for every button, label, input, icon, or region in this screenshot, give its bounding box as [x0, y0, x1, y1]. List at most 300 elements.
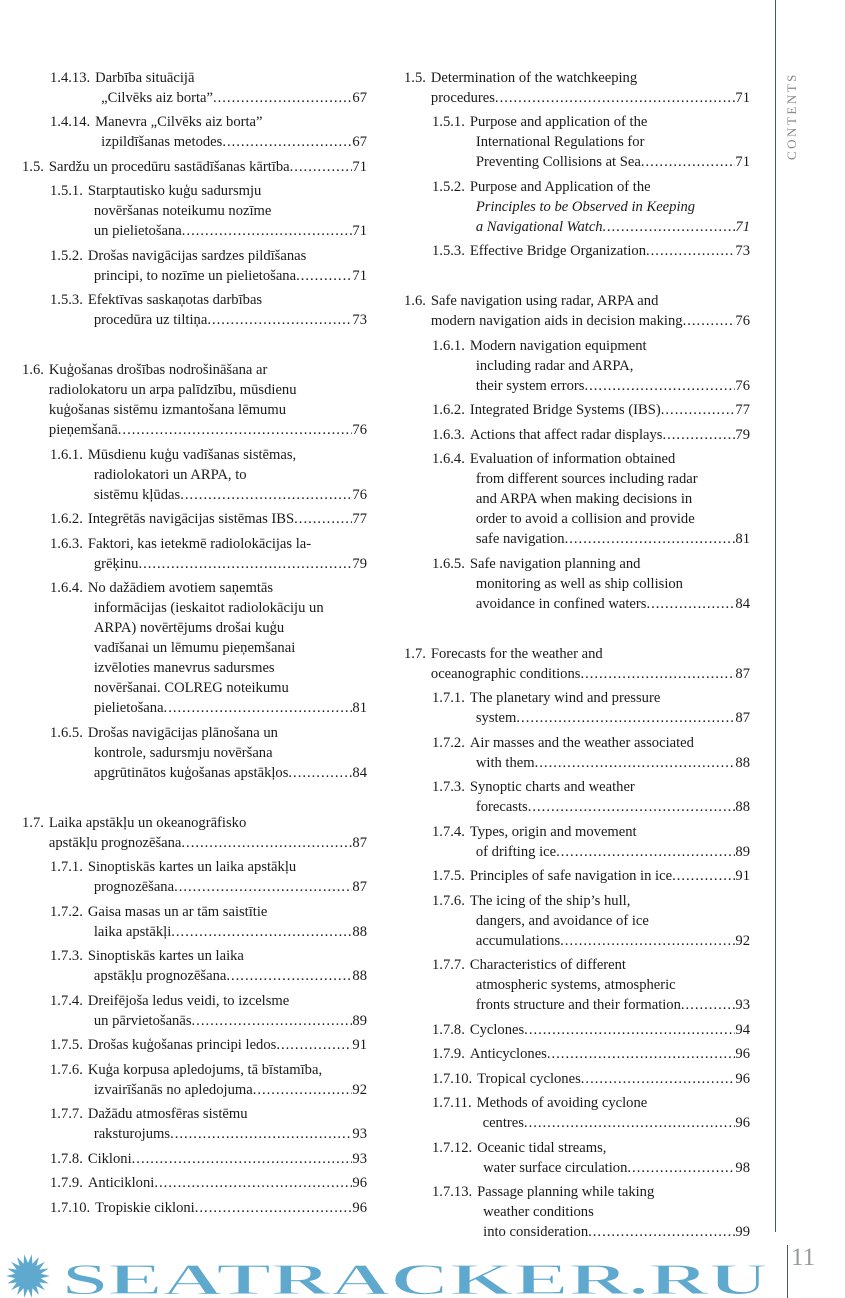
- entry-title-line: safe navigation: [475, 531, 565, 547]
- dot-leader: [528, 797, 736, 817]
- entry-title-line: Mūsdienu kuģu vadīšanas sistēmas,: [87, 446, 297, 463]
- dot-leader: [290, 157, 353, 177]
- entry-title-line: forecasts: [475, 799, 528, 815]
- entry-title-line: sistēmu kļūdas: [93, 486, 181, 503]
- entry-number: 1.7.2.: [50, 903, 83, 920]
- toc-section: [404, 644, 750, 1243]
- entry-title-line: pieņemšanā: [48, 422, 118, 438]
- toc-entry[interactable]: [404, 1138, 750, 1178]
- dot-leader: [171, 922, 352, 942]
- toc-entry[interactable]: [404, 336, 750, 396]
- page-ref: 91: [735, 868, 750, 884]
- toc-entry[interactable]: [404, 955, 750, 1015]
- toc-entry[interactable]: [22, 578, 367, 718]
- dot-leader: [207, 310, 352, 330]
- entry-title-line: accumulations: [475, 932, 561, 949]
- toc-entry[interactable]: [22, 1198, 367, 1218]
- page-ref: 71: [352, 223, 367, 239]
- entry-title-line: laika apstākļi: [93, 923, 172, 940]
- toc-entry[interactable]: [22, 813, 367, 853]
- dot-leader: [565, 529, 736, 549]
- toc-entry[interactable]: [404, 400, 750, 420]
- entry-title-line: The icing of the ship’s hull,: [469, 892, 631, 909]
- entry-number: 1.7.5.: [432, 868, 465, 884]
- entry-title-line: novēršanas noteikumu nozīme: [93, 203, 272, 219]
- entry-title-line: Characteristics of different: [469, 957, 626, 973]
- entry-title-line: vadīšanai un lēmumu pieņemšanai: [93, 640, 296, 656]
- entry-title-line: Effective Bridge Organization: [469, 243, 646, 259]
- entry-number: 1.6.5.: [50, 724, 83, 741]
- page-ref: 88: [352, 923, 367, 940]
- dot-leader: [294, 509, 352, 529]
- toc-entry[interactable]: [22, 181, 367, 241]
- toc-section: [22, 813, 367, 1218]
- entry-title-line: including radar and ARPA,: [475, 357, 634, 374]
- entry-title-line: procedures: [430, 89, 495, 106]
- entry-title-line: grēķinu: [93, 555, 139, 572]
- entry-title-line: pielietošana: [93, 700, 164, 716]
- dot-leader: [288, 763, 352, 783]
- toc-entry[interactable]: [22, 1104, 367, 1144]
- dot-leader: [524, 1020, 735, 1040]
- page-ref: 93: [735, 997, 750, 1013]
- page-ref: 71: [735, 218, 750, 235]
- entry-title-line: Methods of avoiding cyclone: [476, 1095, 648, 1111]
- dot-leader: [683, 311, 736, 331]
- margin-rule-bottom: [787, 1245, 788, 1298]
- dot-leader: [646, 241, 735, 261]
- entry-title-line: izvairīšanās no apledojuma: [93, 1081, 253, 1098]
- toc-entry[interactable]: [22, 1149, 367, 1169]
- entry-title-line: monitoring as well as ship collision: [475, 575, 683, 592]
- entry-number: 1.7.8.: [50, 1150, 83, 1167]
- entry-number: 1.5.: [404, 69, 426, 86]
- entry-title-line: Tropical cyclones: [477, 1070, 581, 1087]
- dot-leader: [170, 1124, 352, 1144]
- page-ref: 96: [735, 1046, 750, 1062]
- entry-title-line: ARPA) novērtējums drošai kuģu: [93, 620, 285, 636]
- toc-column-english: [404, 63, 750, 1242]
- page-ref: 91: [352, 1037, 367, 1053]
- entry-number: 1.5.2.: [432, 178, 465, 195]
- dot-leader: [495, 88, 735, 108]
- dot-leader: [547, 1044, 736, 1064]
- page-ref: 76: [352, 486, 367, 503]
- entry-number: 1.6.1.: [432, 337, 465, 354]
- entry-title-line: Tropiskie cikloni: [95, 1199, 195, 1216]
- toc-entry[interactable]: [404, 554, 750, 614]
- toc-entry[interactable]: [404, 1044, 750, 1064]
- entry-title-line: Actions that affect radar displays: [469, 426, 663, 443]
- page-ref: 76: [735, 377, 750, 394]
- dot-leader: [154, 1173, 352, 1193]
- toc-entry[interactable]: [404, 777, 750, 817]
- entry-title-line: Faktori, kas ietekmē radiolokācijas la-: [87, 535, 312, 552]
- entry-title-line: into consideration: [483, 1224, 589, 1240]
- page-ref: 71: [735, 89, 750, 106]
- toc-entry[interactable]: [404, 688, 750, 728]
- entry-title-line: Sinoptiskās kartes un laika: [87, 948, 244, 964]
- entry-number: 1.6.1.: [50, 446, 83, 463]
- entry-title-line: Oceanic tidal streams,: [477, 1139, 607, 1156]
- entry-number: 1.7.13.: [432, 1184, 473, 1200]
- entry-title-line: Gaisa masas un ar tām saistītie: [87, 903, 268, 920]
- toc-column-latvian: [22, 63, 367, 1218]
- dot-leader: [182, 221, 353, 241]
- entry-title-line: Manevra „Cilvēks aiz borta”: [95, 114, 263, 130]
- toc-entry[interactable]: [404, 291, 750, 331]
- dot-leader: [118, 420, 353, 440]
- toc-entry[interactable]: [404, 866, 750, 886]
- entry-number: 1.7.4.: [432, 823, 465, 840]
- dot-leader: [627, 1158, 735, 1178]
- dot-leader: [641, 152, 736, 172]
- entry-title-line: Anticyclones: [469, 1046, 547, 1062]
- watermark-text: SEATRACKER.RU: [62, 1255, 768, 1298]
- toc-entry[interactable]: [22, 509, 367, 529]
- entry-title-line: Drošas kuģošanas principi ledos: [87, 1037, 277, 1053]
- toc-entry[interactable]: [404, 1069, 750, 1089]
- toc-entry[interactable]: [22, 902, 367, 942]
- page-ref: 73: [735, 243, 750, 259]
- entry-number: 1.6.4.: [50, 580, 83, 596]
- page-ref: 94: [735, 1021, 750, 1038]
- entry-title-line: raksturojums: [93, 1126, 171, 1142]
- entry-title-line: system: [475, 710, 517, 726]
- entry-number: 1.6.3.: [432, 426, 465, 443]
- dot-leader: [138, 554, 352, 574]
- page-ref: 79: [735, 426, 750, 443]
- entry-title-line: fronts structure and their formation: [475, 997, 681, 1013]
- page-ref: 84: [735, 595, 750, 612]
- entry-title-line: Synoptic charts and weather: [469, 779, 635, 795]
- entry-title-line: prognozēšana: [93, 879, 175, 895]
- entry-title-line: Determination of the watchkeeping: [430, 69, 638, 86]
- entry-title-line: No dažādiem avotiem saņemtās: [87, 580, 274, 596]
- entry-title-line: izpildīšanas metodes: [101, 134, 223, 150]
- sunburst-logo-icon: [6, 1254, 50, 1297]
- page-ref: 92: [735, 932, 750, 949]
- dot-leader: [588, 1222, 735, 1242]
- entry-number: 1.7.3.: [432, 779, 465, 795]
- entry-title-line: International Regulations for: [475, 134, 645, 150]
- toc-entry[interactable]: [22, 946, 367, 986]
- page-ref: 79: [352, 555, 367, 572]
- entry-title-line: un pārvietošanās: [93, 1012, 192, 1029]
- dot-leader: [661, 400, 736, 420]
- dot-leader: [603, 217, 736, 237]
- entry-title-line: Sardžu un procedūru sastādīšanas kārtība: [48, 158, 290, 175]
- entry-title-line: informācijas (ieskaitot radiolokāciju un: [93, 600, 324, 616]
- entry-title-line: radiolokatori un ARPA, to: [93, 466, 247, 483]
- entry-title-line: apstākļu prognozēšana: [48, 834, 182, 851]
- page-ref: 88: [352, 968, 367, 984]
- entry-title-line: Types, origin and movement: [469, 823, 637, 840]
- entry-number: 1.5.: [22, 158, 44, 175]
- entry-title-line: Passage planning while taking: [477, 1184, 655, 1200]
- page-ref: 98: [735, 1159, 750, 1176]
- toc-entry[interactable]: [404, 1020, 750, 1040]
- entry-title-line: „Cilvēks aiz borta”: [101, 89, 213, 106]
- entry-title-line: Safe navigation planning and: [469, 555, 641, 572]
- entry-number: 1.6.2.: [432, 402, 465, 418]
- page-ref: 67: [352, 134, 367, 150]
- entry-title-line: dangers, and avoidance of ice: [475, 912, 649, 929]
- toc-entry[interactable]: [22, 534, 367, 574]
- entry-number: 1.5.2.: [50, 247, 83, 264]
- dot-leader: [516, 708, 735, 728]
- entry-number: 1.7.: [22, 814, 44, 831]
- entry-number: 1.6.5.: [432, 555, 465, 572]
- entry-number: 1.7.10.: [432, 1070, 473, 1087]
- entry-title-line: avoidance in confined waters: [475, 595, 647, 612]
- entry-title-line: izvēloties manevrus sadursmes: [93, 660, 275, 676]
- dot-leader: [556, 842, 735, 862]
- entry-title-line: Cyclones: [469, 1021, 525, 1038]
- entry-number: 1.6.: [404, 293, 426, 309]
- toc-entry[interactable]: [404, 822, 750, 862]
- entry-number: 1.7.1.: [50, 859, 83, 875]
- entry-number: 1.5.3.: [432, 243, 465, 259]
- entry-title-line: Drošas navigācijas plānošana un: [87, 724, 278, 741]
- entry-number: 1.6.4.: [432, 451, 465, 467]
- page-ref: 88: [735, 754, 750, 771]
- toc-section: [22, 68, 367, 153]
- toc-entry[interactable]: [404, 1093, 750, 1133]
- entry-number: 1.7.10.: [50, 1199, 91, 1216]
- dot-leader: [581, 1069, 736, 1089]
- entry-title-line: Principles to be Observed in Keeping: [475, 198, 696, 215]
- entry-number: 1.5.1.: [50, 183, 83, 199]
- entry-title-line: Safe navigation using radar, ARPA and: [430, 293, 659, 309]
- dot-leader: [164, 698, 353, 718]
- entry-title-line: Modern navigation equipment: [469, 337, 647, 354]
- dot-leader: [226, 966, 352, 986]
- page-ref: 71: [352, 158, 367, 175]
- page-number: 11: [791, 1244, 816, 1271]
- entry-title-line: Purpose and application of the: [469, 114, 648, 130]
- entry-title-line: Sinoptiskās kartes un laika apstākļu: [87, 859, 297, 875]
- entry-title-line: Drošas navigācijas sardzes pildīšanas: [87, 247, 307, 264]
- entry-number: 1.6.: [22, 362, 44, 378]
- entry-title-line: Kuģa korpusa apledojums, tā bīstamība,: [87, 1061, 323, 1078]
- entry-title-line: Anticikloni: [87, 1175, 155, 1191]
- entry-number: 1.7.7.: [432, 957, 465, 973]
- entry-title-line: kontrole, sadursmju novēršana: [93, 744, 273, 761]
- page-ref: 88: [735, 799, 750, 815]
- toc-entry[interactable]: [404, 1182, 750, 1242]
- entry-number: 1.7.11.: [432, 1095, 472, 1111]
- toc-entry[interactable]: [22, 246, 367, 286]
- dot-leader: [132, 1149, 353, 1169]
- page-ref: 76: [735, 313, 750, 329]
- entry-title-line: with them: [475, 754, 535, 771]
- page-ref: 99: [735, 1224, 750, 1240]
- toc-entry[interactable]: [22, 360, 367, 440]
- entry-title-line: oceanographic conditions: [430, 665, 581, 682]
- dot-leader: [192, 1011, 353, 1031]
- dot-leader: [535, 753, 736, 773]
- page-ref: 71: [735, 154, 750, 170]
- toc-entry[interactable]: [404, 112, 750, 172]
- entry-title-line: Integrated Bridge Systems (IBS): [469, 402, 661, 418]
- entry-title-line: atmospheric systems, atmospheric: [475, 977, 676, 993]
- entry-number: 1.4.14.: [50, 114, 91, 130]
- toc-section: [404, 68, 750, 262]
- entry-number: 1.7.: [404, 645, 426, 662]
- entry-title-line: Efektīvas saskaņotas darbības: [87, 292, 263, 308]
- section-side-label: CONTENTS: [784, 72, 799, 160]
- entry-title-line: their system errors: [475, 377, 585, 394]
- watermark: [0, 1252, 780, 1298]
- entry-title-line: un pielietošana: [93, 223, 182, 239]
- toc-entry[interactable]: [22, 1035, 367, 1055]
- entry-title-line: a Navigational Watch: [475, 218, 603, 235]
- entry-number: 1.5.3.: [50, 292, 83, 308]
- page-ref: 81: [352, 700, 367, 716]
- entry-title-line: weather conditions: [483, 1204, 594, 1220]
- dot-leader: [195, 1198, 353, 1218]
- page-ref: 87: [735, 710, 750, 726]
- entry-title-line: apstākļu prognozēšana: [93, 968, 227, 984]
- entry-title-line: Cikloni: [87, 1150, 132, 1167]
- entry-number: 1.7.9.: [432, 1046, 465, 1062]
- toc-entry[interactable]: [22, 290, 367, 330]
- page-ref: 96: [735, 1070, 750, 1087]
- entry-number: 1.7.9.: [50, 1175, 83, 1191]
- entry-title-line: of drifting ice: [475, 843, 557, 860]
- entry-number: 1.6.3.: [50, 535, 83, 552]
- dot-leader: [174, 877, 352, 897]
- page-ref: 77: [735, 402, 750, 418]
- dot-leader: [213, 88, 352, 108]
- toc-entry[interactable]: [22, 1173, 367, 1193]
- dot-leader: [222, 132, 352, 152]
- entry-number: 1.7.4.: [50, 992, 83, 1009]
- toc-entry[interactable]: [404, 644, 750, 684]
- page-ref: 87: [735, 665, 750, 682]
- margin-rule: [775, 0, 776, 1232]
- page-ref: 93: [352, 1126, 367, 1142]
- page-ref: 87: [352, 834, 367, 851]
- toc-section: [404, 291, 750, 614]
- dot-leader: [524, 1113, 735, 1133]
- page-ref: 76: [352, 422, 367, 438]
- toc-entry[interactable]: [22, 445, 367, 505]
- entry-title-line: Laika apstākļu un okeanogrāfisko: [48, 814, 247, 831]
- entry-title-line: Darbība situācijā: [95, 69, 195, 86]
- dot-leader: [181, 833, 352, 853]
- dot-leader: [580, 664, 735, 684]
- toc-entry[interactable]: [404, 241, 750, 261]
- toc-entry[interactable]: [22, 723, 367, 783]
- entry-number: 1.7.3.: [50, 948, 83, 964]
- entry-number: 1.7.2.: [432, 734, 465, 751]
- entry-title-line: water surface circulation: [483, 1159, 628, 1176]
- entry-number: 1.7.7.: [50, 1106, 83, 1122]
- entry-title-line: centres: [482, 1115, 524, 1131]
- entry-number: 1.4.13.: [50, 69, 91, 86]
- toc-entry[interactable]: [404, 733, 750, 773]
- page-ref: 71: [352, 267, 367, 284]
- entry-title-line: Starptautisko kuģu sadursmju: [87, 183, 262, 199]
- entry-title-line: Principles of safe navigation in ice: [469, 868, 673, 884]
- entry-title-line: radiolokatoru un arpa palīdzību, mūsdienu: [48, 382, 297, 398]
- entry-title-line: Purpose and Application of the: [469, 178, 651, 195]
- dot-leader: [296, 266, 352, 286]
- page-ref: 93: [352, 1150, 367, 1167]
- entry-title-line: Dreifējoša ledus veidi, to izcelsme: [87, 992, 290, 1009]
- toc-entry[interactable]: [22, 68, 367, 108]
- entry-title-line: Dažādu atmosfēras sistēmu: [87, 1106, 248, 1122]
- page-ref: 89: [352, 1012, 367, 1029]
- page-ref: 96: [735, 1115, 750, 1131]
- entry-title-line: order to avoid a collision and provide: [475, 511, 695, 527]
- entry-title-line: novēršanai. COLREG noteikumu: [93, 680, 289, 696]
- dot-leader: [584, 376, 735, 396]
- dot-leader: [672, 866, 735, 886]
- entry-title-line: Integrētās navigācijas sistēmas IBS: [87, 511, 295, 527]
- page-ref: 81: [735, 531, 750, 547]
- entry-title-line: apgrūtinātos kuģošanas apstākļos: [93, 764, 289, 781]
- page-ref: 89: [735, 843, 750, 860]
- toc-section: [22, 157, 367, 331]
- entry-title-line: from different sources including radar: [475, 471, 698, 487]
- entry-title-line: Evaluation of information obtained: [469, 451, 676, 467]
- page-ref: 67: [352, 89, 367, 106]
- toc-section: [22, 360, 367, 783]
- dot-leader: [646, 594, 735, 614]
- toc-entry[interactable]: [404, 449, 750, 549]
- entry-title-line: procedūra uz tiltiņa: [93, 312, 208, 328]
- page-ref: 87: [352, 879, 367, 895]
- toc-entry[interactable]: [22, 157, 367, 177]
- page-ref: 84: [352, 764, 367, 781]
- entry-title-line: and ARPA when making decisions in: [475, 491, 693, 507]
- toc-entry[interactable]: [404, 177, 750, 237]
- entry-number: 1.5.1.: [432, 114, 465, 130]
- toc-entry[interactable]: [22, 857, 367, 897]
- dot-leader: [253, 1080, 353, 1100]
- dot-leader: [180, 485, 352, 505]
- toc-entry[interactable]: [404, 425, 750, 445]
- entry-title-line: Forecasts for the weather and: [430, 645, 603, 662]
- entry-title-line: Air masses and the weather associated: [469, 734, 694, 751]
- dot-leader: [662, 425, 735, 445]
- toc-entry[interactable]: [22, 112, 367, 152]
- dot-leader: [276, 1035, 352, 1055]
- entry-number: 1.7.8.: [432, 1021, 465, 1038]
- toc-entry[interactable]: [404, 891, 750, 951]
- page-ref: 96: [352, 1175, 367, 1191]
- dot-leader: [560, 931, 735, 951]
- dot-leader: [681, 995, 736, 1015]
- entry-number: 1.7.5.: [50, 1037, 83, 1053]
- entry-number: 1.6.2.: [50, 511, 83, 527]
- entry-title-line: Kuģošanas drošības nodrošināšana ar: [48, 362, 268, 378]
- entry-number: 1.7.6.: [432, 892, 465, 909]
- entry-number: 1.7.12.: [432, 1139, 473, 1156]
- entry-title-line: Preventing Collisions at Sea: [475, 154, 641, 170]
- entry-title-line: kuģošanas sistēmu izmantošana lēmumu: [48, 402, 286, 418]
- page-ref: 96: [352, 1199, 367, 1216]
- toc-entry[interactable]: [22, 1060, 367, 1100]
- entry-number: 1.7.1.: [432, 690, 465, 706]
- page-ref: 92: [352, 1081, 367, 1098]
- toc-entry[interactable]: [404, 68, 750, 108]
- entry-title-line: principi, to nozīme un pielietošana: [93, 267, 297, 284]
- toc-entry[interactable]: [22, 991, 367, 1031]
